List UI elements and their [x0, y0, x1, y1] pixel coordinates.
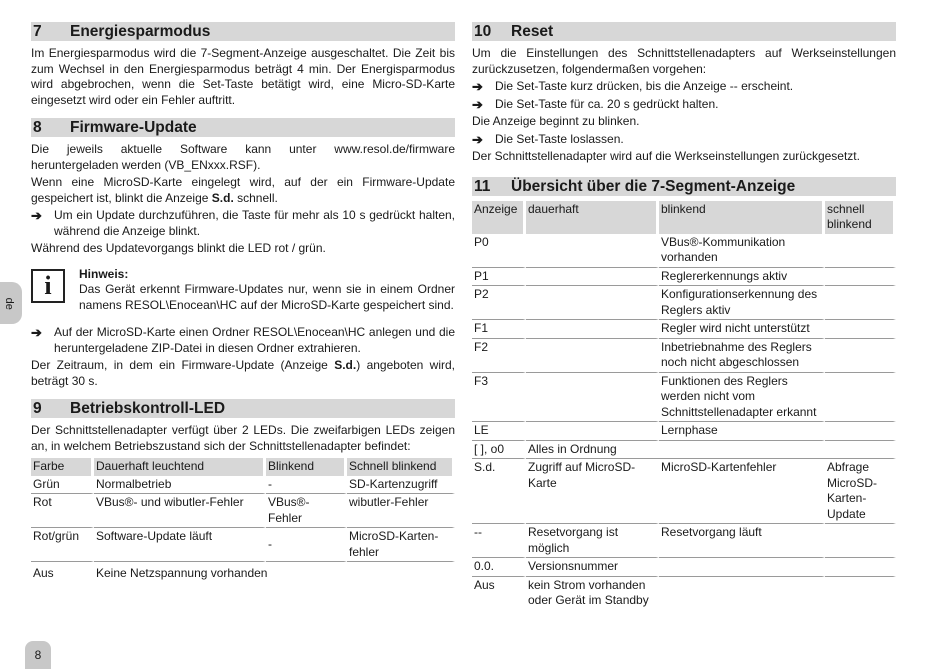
led-table: [31, 458, 455, 583]
table-row: P0 VBus®-Kommunikation vorhanden: [472, 234, 896, 268]
table-row: Rot VBus®- und wibutler-Fehler VBus®-Fehler wibutler-Fehler: [31, 494, 455, 528]
table-row: [ ], o0 Alles in Ordnung: [472, 441, 896, 460]
table-row: F1 Regler wird nicht unterstützt: [472, 320, 896, 339]
table-header-row: Anzeige dauerhaft blinkend schnell blinkend: [472, 201, 896, 234]
section-10-heading: 10 Reset: [472, 22, 896, 41]
left-column: [31, 22, 455, 583]
note-title: Hinweis:: [79, 266, 129, 281]
section-10-text-2: Die Anzeige beginnt zu blinken.: [472, 114, 640, 128]
note-box: [31, 267, 455, 314]
table-row: F3 Funktionen des Reglers werden nicht vom Schnittstellenadapter erkannt: [472, 373, 896, 423]
section-7-text: Im Energiesparmodus wird die 7-Segment-Anzeige ausgeschaltet. Die Zeit bis zum Wechsel in den Energiesparmodus beträgt 4 min. Der Energisparmodus wird abgebrochen, wenn die Set-Taste betätigt wird, eine Micro-SD-Karte eingesetzt wird oder ein Fehler auftritt.: [31, 46, 455, 107]
section-7-heading: 7 Energiesparmodus: [31, 22, 455, 41]
arrow-icon: ➔: [472, 131, 483, 147]
table-row: P1 Reglererkennungs aktiv: [472, 268, 896, 287]
step-folder: ➔ Auf der MicroSD-Karte einen Ordner RESOL\Enocean\HC anlegen und die heruntergeladene ZIP-Datei in diesen Ordner extrahieren.: [31, 325, 455, 355]
table-row: S.d. Zugriff auf MicroSD-Karte MicroSD-Kartenfehler Abfrage MicroSD-Karten-Update: [472, 459, 896, 524]
right-column: [472, 22, 896, 610]
table-row: P2 Konfigurationserkennung des Reglers aktiv: [472, 286, 896, 320]
info-icon: i: [31, 269, 65, 303]
arrow-icon: ➔: [472, 79, 483, 94]
step-reset-3: ➔ Die Set-Taste loslassen.: [472, 131, 624, 147]
section-8-text-4: Der Zeitraum, in dem ein Firmware-Update (Anzeige S.d.) angeboten wird, beträgt 30 s.: [31, 358, 455, 388]
table-row: Grün Normalbetrieb - SD-Kartenzugriff: [31, 476, 455, 495]
arrow-icon: ➔: [31, 208, 42, 223]
table-row: Aus kein Strom vorhanden oder Gerät im Standby: [472, 577, 896, 610]
section-11-heading: 11 Übersicht über die 7-Segment-Anzeige: [472, 177, 896, 196]
section-8-text-3: Während des Updatevorgangs blinkt die LED rot / grün.: [31, 241, 326, 255]
step-reset-2: ➔ Die Set-Taste für ca. 20 s gedrückt halten.: [472, 96, 719, 112]
arrow-icon: ➔: [472, 96, 483, 112]
step-reset-1: ➔ Die Set-Taste kurz drücken, bis die Anzeige -- erscheint.: [472, 79, 794, 94]
note-text: Das Gerät erkennt Firmware-Updates nur, wenn sie in einem Ordner namens RESOL\Enocean\HC auf der MicroSD-Karte gespeichert sind.: [79, 282, 455, 312]
table-row: F2 Inbetriebnahme des Reglers noch nicht abgeschlossen: [472, 339, 896, 373]
section-10-text-3: Der Schnittstellenadapter wird auf die Werkseinstellungen zurückgesetzt.: [472, 149, 860, 163]
section-8-text-1: Die jeweils aktuelle Software kann unter www.resol.de/firmware heruntergeladen werden (VB_ENxxx.RSF).: [31, 142, 455, 172]
step-update: ➔ Um ein Update durchzuführen, die Taste für mehr als 10 s gedrückt halten, während die Anzeige blinkt.: [31, 208, 455, 238]
table-row: Rot/grün Software-Update läuft - MicroSD-Karten-fehler: [31, 528, 455, 562]
table-header-row: Farbe Dauerhaft leuchtend Blinkend Schnell blinkend: [31, 458, 455, 476]
language-label: de: [2, 297, 15, 310]
table-row: 0.0. Versionsnummer: [472, 558, 896, 577]
language-tab: [0, 282, 22, 324]
section-8-heading: 8 Firmware-Update: [31, 118, 455, 137]
segment-table: [472, 201, 896, 610]
table-row: LE Lernphase: [472, 422, 896, 441]
arrow-icon: ➔: [31, 325, 42, 340]
table-row: -- Resetvorgang ist möglich Resetvorgang läuft: [472, 524, 896, 558]
table-row: Aus Keine Netzspannung vorhanden: [31, 562, 455, 583]
section-10-text-1: Um die Einstellungen des Schnittstellenadapters auf Werkseinstellungen zurückzusetzen, folgendermaßen vorgehen:: [472, 46, 896, 76]
section-9-heading: 9 Betriebskontroll-LED: [31, 399, 455, 418]
page-number: 8: [25, 641, 51, 669]
section-8-text-2: Wenn eine MicroSD-Karte eingelegt wird, auf der ein Firmware-Update gespeichert ist, blinkt die Anzeige S.d. schnell.: [31, 175, 455, 205]
section-9-text: Der Schnittstellenadapter verfügt über 2 LEDs. Die zweifarbigen LEDs zeigen an, in welchem Betriebszustand sich der Schnittstellenadapter befindet:: [31, 423, 455, 453]
